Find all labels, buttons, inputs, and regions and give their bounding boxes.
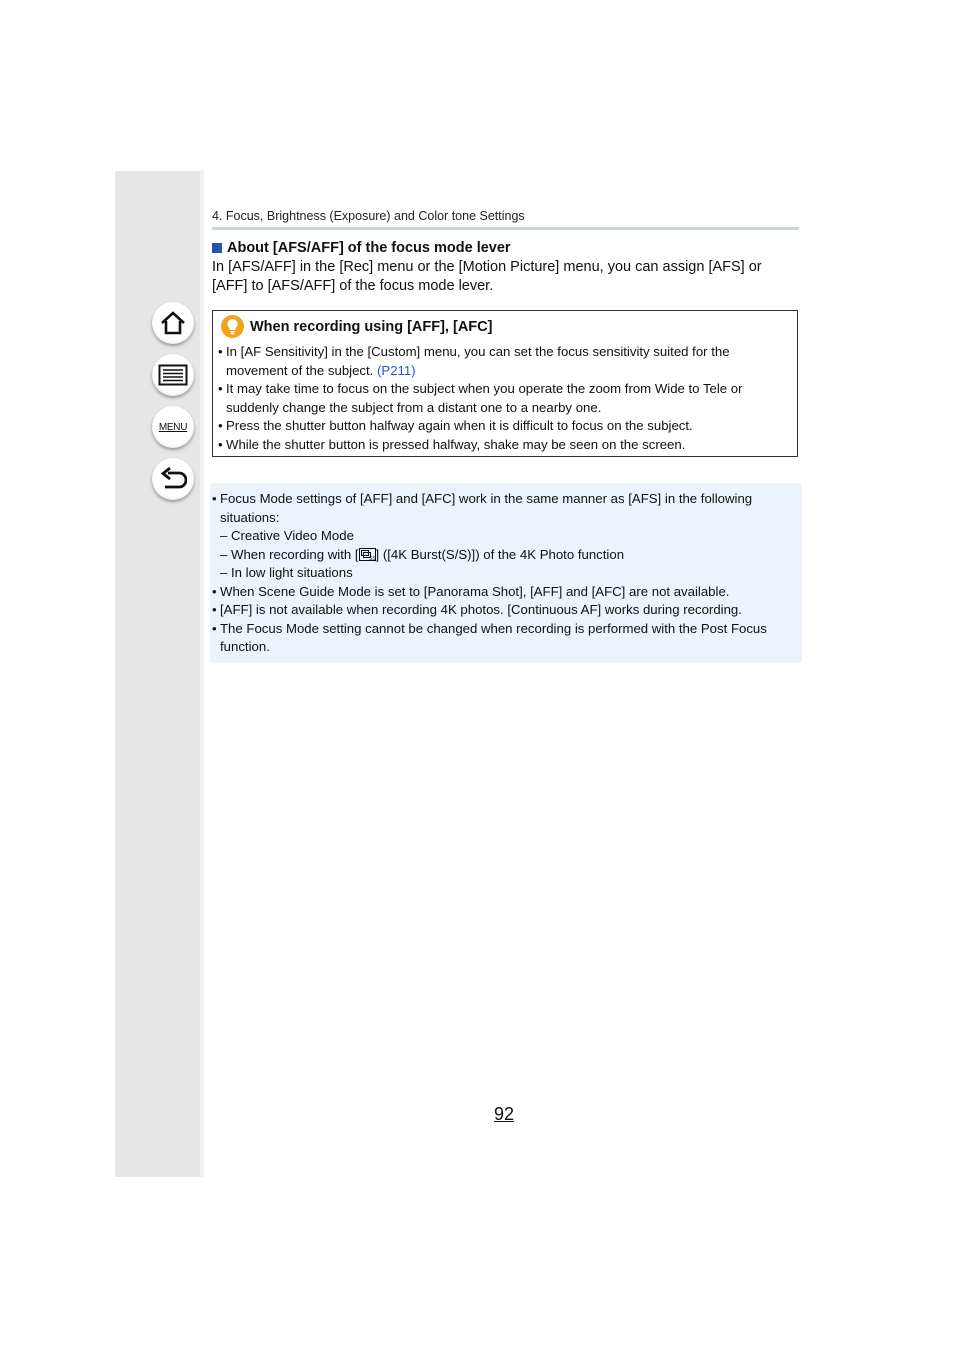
note-text: [AFF] is not available when recording 4K photos. [Continuous AF] works during recording. (220, 602, 742, 617)
home-icon (159, 310, 187, 336)
header-divider (212, 227, 799, 230)
list-item: • The Focus Mode setting cannot be changed when recording is performed with the Post Focus function. (212, 620, 767, 654)
list-item: • While the shutter button is pressed halfway, shake may be seen on the screen. (218, 436, 686, 452)
back-arrow-icon (159, 467, 187, 491)
list-item: • [AFF] is not available when recording 4K photos. [Continuous AF] works during recording. (212, 602, 742, 617)
home-button[interactable] (152, 302, 194, 344)
note-text: When Scene Guide Mode is set to [Panorama Shot], [AFF] and [AFC] are not available. (220, 583, 730, 599)
list-item: • When Scene Guide Mode is set to [Panorama Shot], [AFF] and [AFC] are not available. (212, 583, 730, 599)
tip-item-text: Press the shutter button halfway again when it is difficult to focus on the subject. (226, 418, 693, 434)
section-title (212, 240, 511, 256)
list-item: • Focus Mode settings of [AFF] and [AFC] work in the same manner as [AFS] in the following situations: (212, 491, 753, 525)
notes-list (212, 490, 800, 657)
contents-button[interactable] (152, 354, 194, 396)
tip-list (218, 343, 788, 455)
lightbulb-icon (221, 315, 244, 338)
note-sub-text: Creative Video Mode (231, 528, 354, 543)
4k-burst-icon (359, 548, 376, 561)
sub-list-item: – In low light situations (220, 565, 353, 580)
back-button[interactable] (152, 458, 194, 500)
list-item: • It may take time to focus on the subject when you operate the zoom from Wide to Tele or suddenly change the subject from a distant one to a nearby one. (218, 381, 743, 415)
menu-button[interactable] (152, 406, 194, 448)
page-number: 92 (494, 1104, 515, 1124)
note-sub-text: In low light situations (231, 565, 353, 580)
tip-item-text: In [AF Sensitivity] in the [Custom] menu, you can set the focus sensitivity suited for the movement of the subject. (226, 344, 730, 378)
note-text: The Focus Mode setting cannot be changed when recording is performed with the Post Focus function. (220, 620, 767, 654)
sidebar-edge (200, 171, 204, 1177)
menu-label: MENU (158, 421, 188, 433)
svg-text:SS: SS (368, 555, 376, 561)
sub-list-item: – When recording with [ SS ] ([4K Burst(S/S)]) of the 4K Photo function (220, 546, 625, 562)
chapter-header: 4. Focus, Brightness (Exposure) and Color tone Settings (212, 209, 525, 223)
tip-item-text: While the shutter button is pressed halfway, shake may be seen on the screen. (226, 436, 686, 452)
section-marker-icon (212, 243, 222, 253)
tip-header (221, 315, 492, 338)
note-text: Focus Mode settings of [AFF] and [AFC] work in the same manner as [AFS] in the following situations: (220, 491, 753, 525)
tip-box (212, 310, 798, 457)
note-sub-text: ] ([4K Burst(S/S)]) of the 4K Photo function (375, 546, 625, 562)
page-link[interactable]: (P211) (377, 362, 416, 378)
section-intro: In [AFS/AFF] in the [Rec] menu or the [Motion Picture] menu, you can assign [AFS] or [AFF] to [AFS/AFF] of the focus mode lever. (212, 259, 762, 294)
list-item: • In [AF Sensitivity] in the [Custom] menu, you can set the focus sensitivity suited for the movement of the subject. (P211) (218, 344, 730, 378)
note-sub-text: When recording with [ (231, 546, 359, 562)
section-title-text: About [AFS/AFF] of the focus mode lever (227, 240, 511, 256)
sub-list-item: – Creative Video Mode (220, 528, 354, 543)
tip-item-text: It may take time to focus on the subject when you operate the zoom from Wide to Tele or suddenly change the subject from a distant one to a nearby one. (226, 381, 743, 415)
tip-title: When recording using [AFF], [AFC] (250, 318, 493, 335)
table-of-contents-icon (158, 364, 188, 386)
notes-box (210, 483, 802, 663)
list-item: • Press the shutter button halfway again when it is difficult to focus on the subject. (218, 418, 693, 434)
